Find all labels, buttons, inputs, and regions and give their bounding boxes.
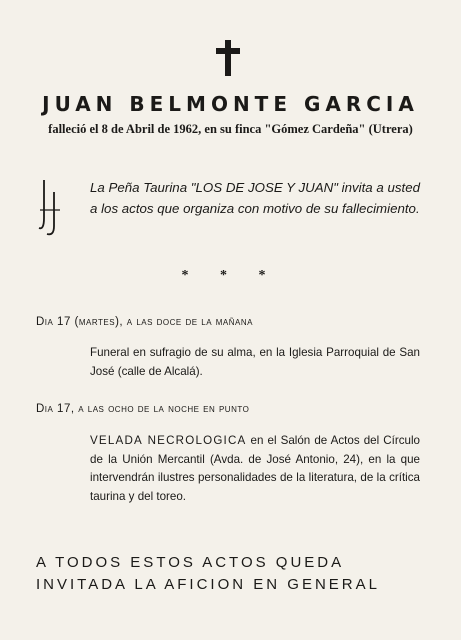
invitation-text: La Peña Taurina "LOS DE JOSE Y JUAN" invita a usted a los actos que organiza con motivo de su fallecimiento. xyxy=(90,180,420,216)
event-day-1: Dia 17 (martes), a las doce de la mañana xyxy=(36,316,253,328)
deceased-name: JUAN BELMONTE GARCIA xyxy=(42,92,419,116)
event-day-2: Dia 17, a las ocho de la noche en punto xyxy=(36,403,250,415)
event-2 xyxy=(90,432,420,506)
separator: * * * xyxy=(181,268,280,283)
event-title-2: VELADA NECROLOGICA xyxy=(90,434,247,447)
monogram-icon xyxy=(36,178,62,238)
cross-icon xyxy=(215,40,241,76)
closing-line-2: INVITADA LA AFICION EN GENERAL xyxy=(36,576,380,593)
death-notice: falleció el 8 de Abril de 1962, en su finca "Gómez Cardeña" (Utrera) xyxy=(48,122,413,136)
closing-message xyxy=(36,552,436,596)
event-description-2: en el Salón de Actos del Círculo de la Unión Mercantil (Avda. de José Antonio, 24), en la que intervendrán ilustres personalidades de la literatura, de la crítica taurina y del toreo. xyxy=(90,434,420,503)
closing-line-1: A TODOS ESTOS ACTOS QUEDA xyxy=(36,554,345,571)
event-description-1: Funeral en sufragio de su alma, en la Iglesia Parroquial de San José (calle de Alcalá). xyxy=(90,346,420,378)
